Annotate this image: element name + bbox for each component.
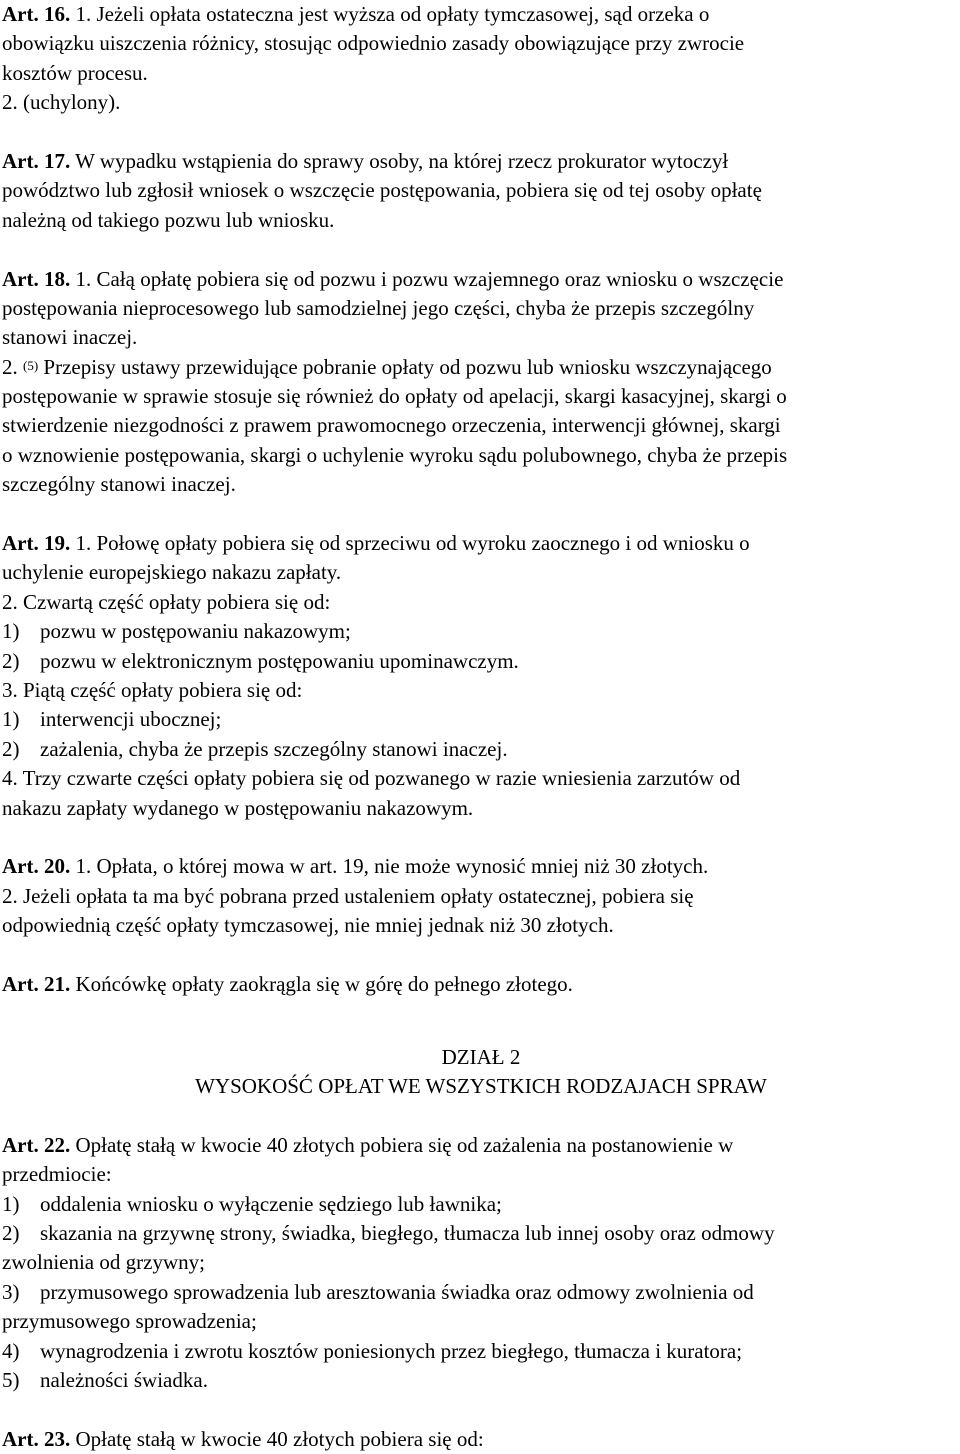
art16-line-1 [2,0,960,29]
art20-p2-line-1: 2. Jeżeli opłata ta ma być pobrana przed ustaleniem opłaty ostatecznej, pobiera się [2,883,694,908]
art19-line-1 [2,529,960,558]
list-item-number: 1) [2,1191,20,1216]
art20-p1-text: 1. Opłata, o której mowa w art. 19, nie może wynosić mniej niż 30 złotych. [75,854,709,879]
art17-line-3: należną od takiego pozwu lub wniosku. [2,207,335,232]
spacer [2,1029,960,1043]
art18-p2-line-5: szczególny stanowi inaczej. [2,472,236,497]
list-item-continuation: zwolnienia od grzywny; [2,1250,205,1275]
section-subtitle: WYSOKOŚĆ OPŁAT WE WSZYSTKICH RODZAJACH SPRAW [195,1074,767,1099]
list-item [2,1366,960,1395]
art19-line-2: uchylenie europejskiego nakazu zapłaty. [2,560,342,585]
list-item [2,1219,960,1248]
art16-p2: 2. (uchylony). [2,90,121,115]
art16-line-2: obowiązku uiszczenia różnicy, stosując odpowiednio zasady obowiązujące przy zwrocie [2,31,745,56]
art17-line-1 [2,147,960,176]
art21-line-1 [2,970,960,999]
list-item-text: przymusowego sprowadzenia lub aresztowania świadka oraz odmowy zwolnienia od [40,1279,754,1304]
art22-line-1 [2,1131,960,1160]
art22-label: Art. 22. [2,1132,71,1157]
list-item-number: 2) [2,736,20,761]
art19-p4-line-2: nakazu zapłaty wydanego w postępowaniu nakazowym. [2,795,474,820]
art17-label: Art. 17. [2,148,71,173]
art19-label: Art. 19. [2,531,71,556]
list-item-number: 1) [2,707,20,732]
art19-p3: 3. Piątą część opłaty pobiera się od: [2,677,303,702]
art20-line-1 [2,852,960,881]
art18-label: Art. 18. [2,266,71,291]
art23-line-1 [2,1425,960,1454]
spacer [2,823,960,852]
list-item-continuation: przymusowego sprowadzenia; [2,1309,257,1334]
list-item [2,705,960,734]
list-item-text: skazania na grzywnę strony, świadka, biegłego, tłumacza lub innej osoby oraz odmowy [40,1221,775,1246]
list-item-text: pozwu w elektronicznym postępowaniu upominawczym. [40,648,519,673]
list-item [2,735,960,764]
art23-text: Opłatę stałą w kwocie 40 złotych pobiera się od: [75,1426,484,1451]
list-item [2,647,960,676]
list-item-text: wynagrodzenia i zwrotu kosztów poniesionych przez biegłego, tłumacza i kuratora; [40,1338,743,1363]
spacer [2,999,960,1028]
list-item-text: zażalenia, chyba że przepis szczególny stanowi inaczej. [40,736,508,761]
art22-text: Opłatę stałą w kwocie 40 złotych pobiera się od zażalenia na postanowienie w [75,1132,734,1157]
spacer [2,118,960,147]
art18-p1-text: 1. Całą opłatę pobiera się od pozwu i pozwu wzajemnego oraz wniosku o wszczęcie [75,266,784,291]
art22-line-2: przedmiocie: [2,1162,112,1187]
list-item [2,1278,960,1307]
spacer [2,1395,960,1424]
art21-label: Art. 21. [2,971,71,996]
section-title: DZIAŁ 2 [441,1044,521,1069]
list-item-text: oddalenia wniosku o wyłączenie sędziego lub ławnika; [40,1191,502,1216]
art20-p2-line-2: odpowiednią część opłaty tymczasowej, nie mniej jednak niż 30 złotych. [2,913,614,938]
art16-label: Art. 16. [2,2,71,26]
list-item-number: 1) [2,619,20,644]
list-item-number: 2) [2,648,20,673]
art18-p2-line-2: postępowanie w sprawie stosuje się również do opłaty od apelacji, skargi kasacyjnej, skargi o [2,384,787,409]
list-item [2,1337,960,1366]
art19-p1-text: 1. Połowę opłaty pobiera się od sprzeciwu od wyroku zaocznego i od wniosku o [75,531,750,556]
list-item-number: 5) [2,1367,20,1392]
art20-label: Art. 20. [2,854,71,879]
art18-line-3: stanowi inaczej. [2,325,138,350]
art18-p2-line-4: o wznowienie postępowania, skargi o uchylenie wyroku sądu polubownego, chyba że przepis [2,442,788,467]
list-item-text: należności świadka. [40,1367,208,1392]
art19-p4-line-1: 4. Trzy czwarte części opłaty pobiera się od pozwanego w razie wniesienia zarzutów od [2,766,741,791]
art17-line-2: powództwo lub zgłosił wniosek o wszczęcie postępowania, pobiera się od tej osoby opłatę [2,178,762,203]
spacer [2,500,960,529]
art18-p2-text: Przepisy ustawy przewidujące pobranie opłaty od pozwu lub wniosku wszczynającego [43,354,772,379]
art23-label: Art. 23. [2,1426,71,1451]
art17-text: W wypadku wstąpienia do sprawy osoby, na której rzecz prokurator wytoczył [75,148,729,173]
spacer [2,235,960,264]
art18-p2-line-1 [2,353,960,382]
art16-line-3: kosztów procesu. [2,60,148,85]
art18-p2-number: 2. [2,354,18,379]
art16-p1-text: 1. Jeżeli opłata ostateczna jest wyższa od opłaty tymczasowej, sąd orzeka o [75,2,710,26]
list-item-number: 2) [2,1221,20,1246]
art18-line-2: postępowania nieprocesowego lub samodzielnej jego części, chyba że przepis szczególny [2,295,755,320]
list-item-text: interwencji ubocznej; [40,707,222,732]
spacer [2,1101,960,1130]
footnote-marker: (5) [23,357,39,373]
list-item-number: 3) [2,1279,20,1304]
list-item [2,1190,960,1219]
art18-line-1 [2,265,960,294]
list-item-text: pozwu w postępowaniu nakazowym; [40,619,351,644]
art21-text: Końcówkę opłaty zaokrągla się w górę do pełnego złotego. [75,971,573,996]
art18-p2-line-3: stwierdzenie niezgodności z prawem prawomocnego orzeczenia, interwencji głównej, skargi [2,413,781,438]
art19-p2: 2. Czwartą część opłaty pobiera się od: [2,589,331,614]
spacer [2,941,960,970]
list-item-number: 4) [2,1338,20,1363]
list-item [2,617,960,646]
